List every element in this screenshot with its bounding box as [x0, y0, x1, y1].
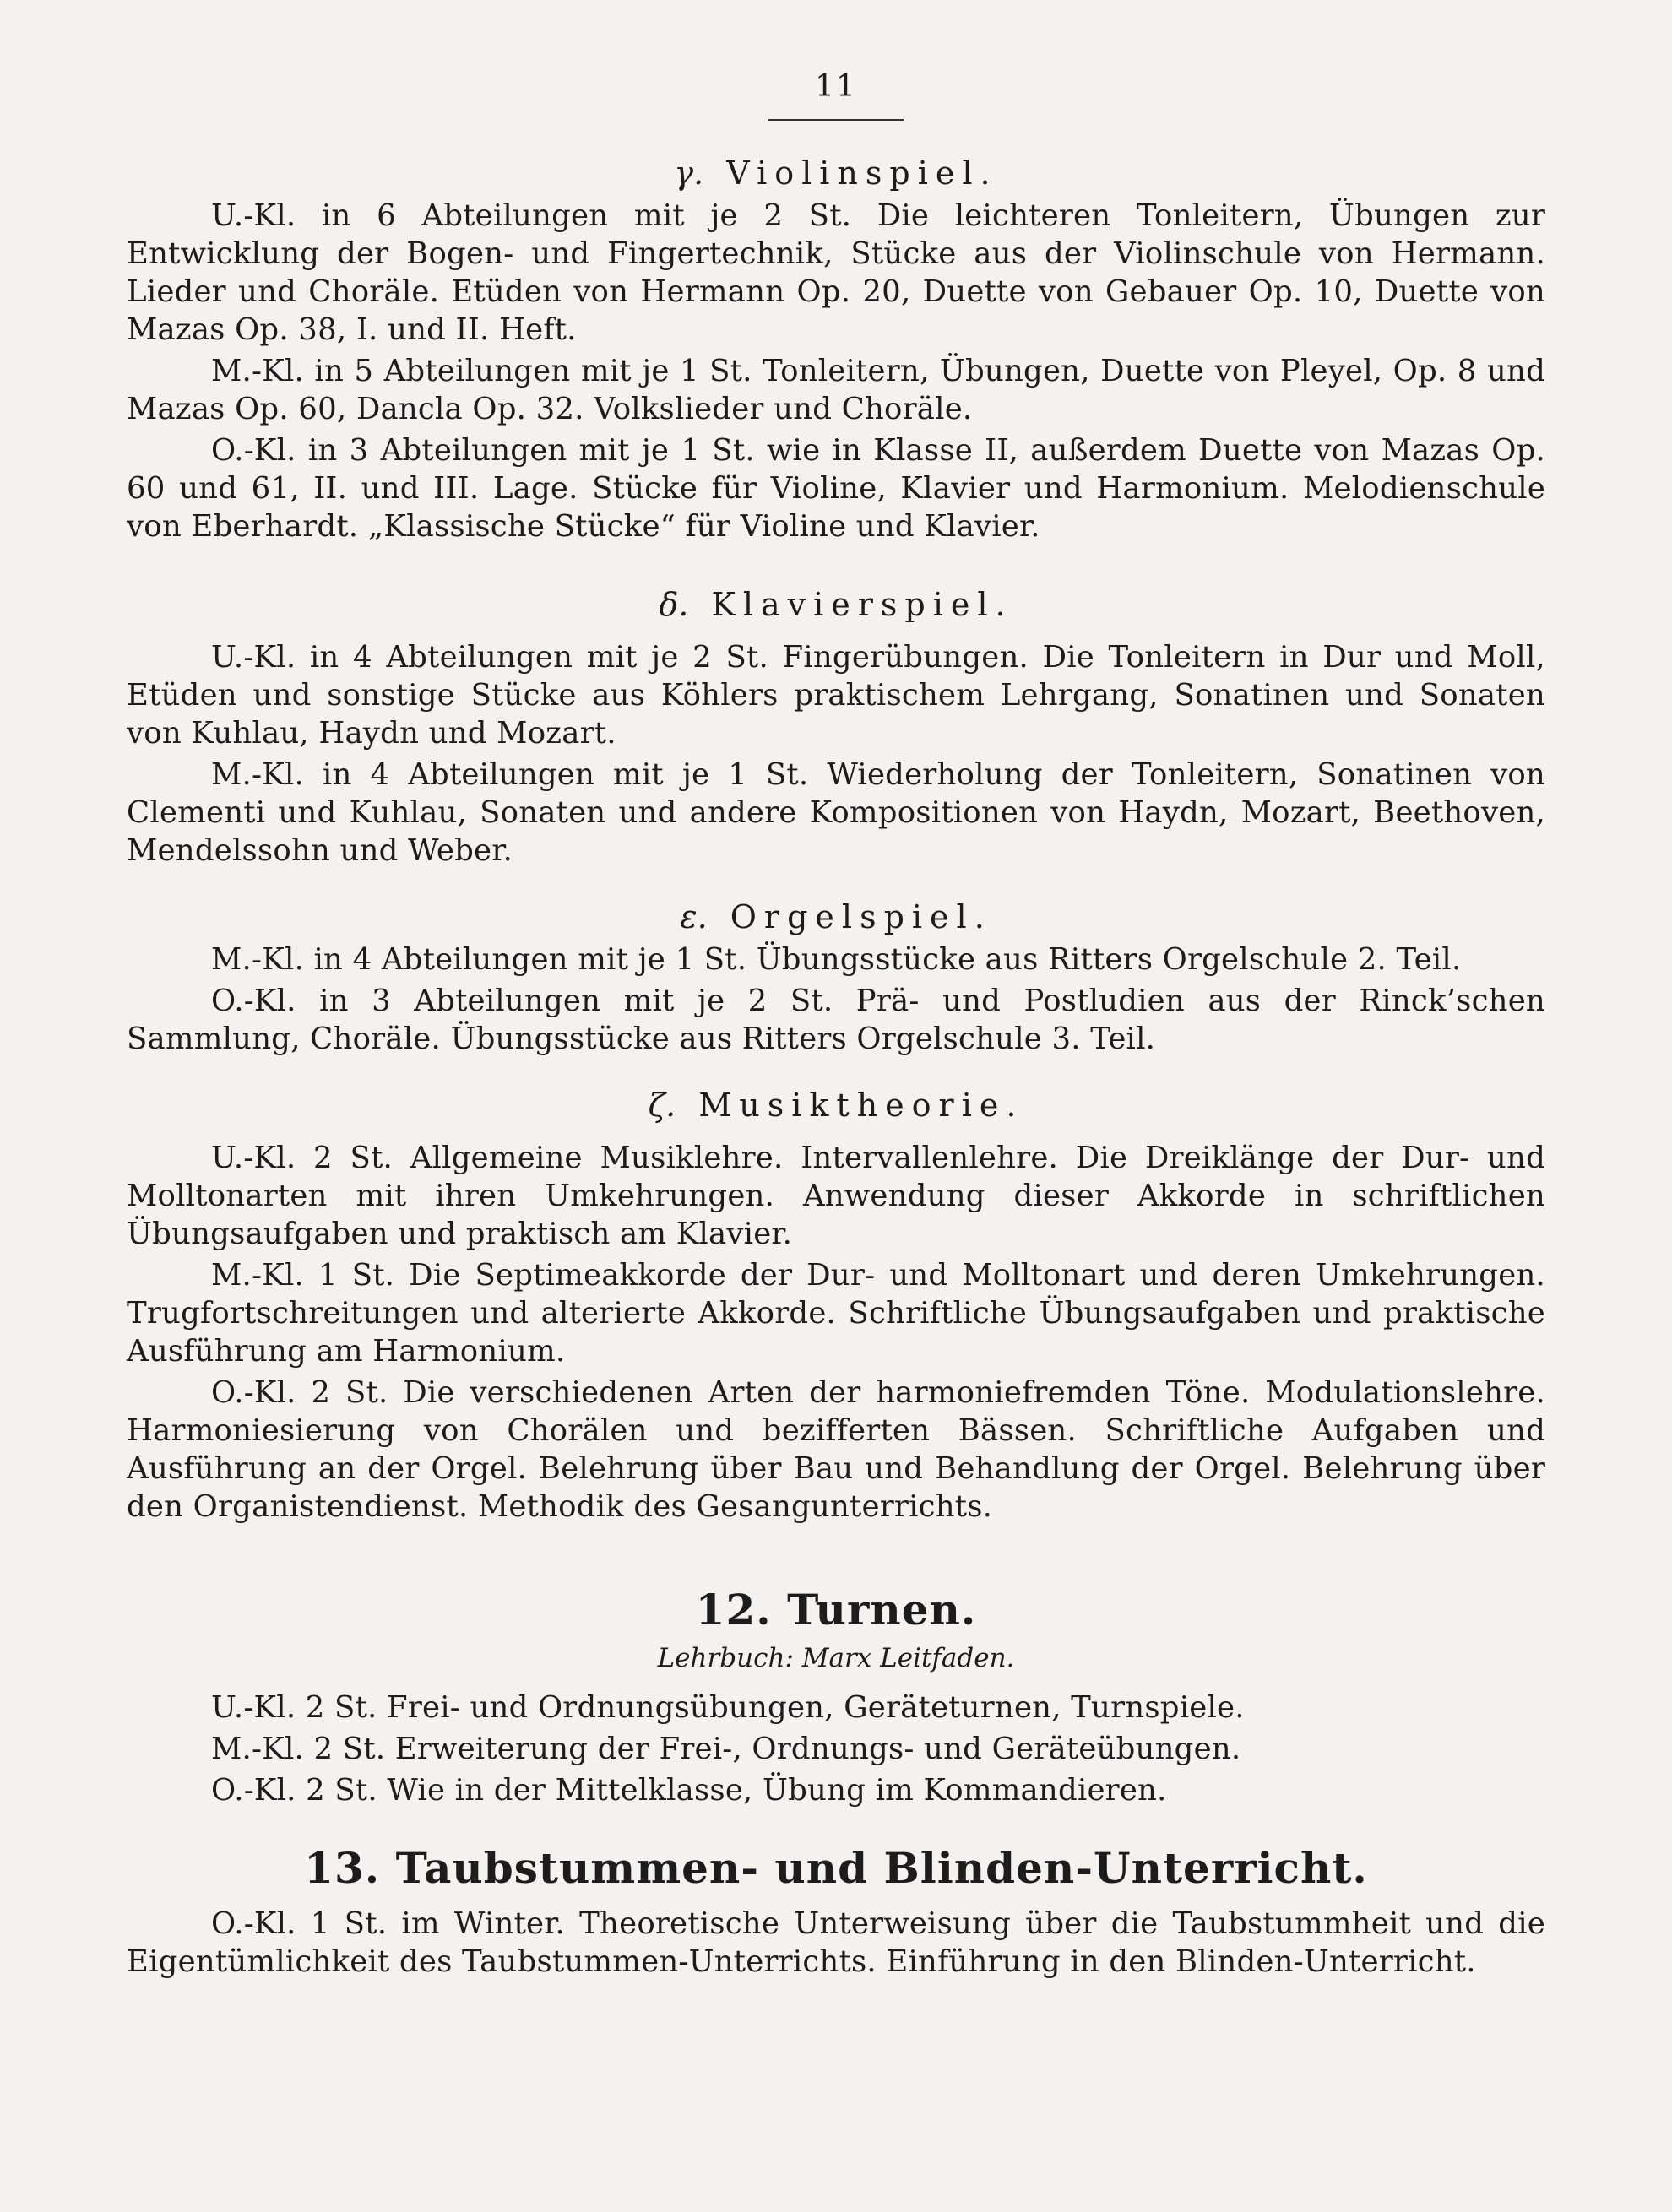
section-title: Klavierspiel.: [711, 586, 1013, 623]
section-title: Musiktheorie.: [698, 1087, 1024, 1124]
section-heading-organ: [127, 898, 1545, 935]
paragraph: O.-Kl. 2 St. Wie in der Mittelklasse, Übung im Kommandieren.: [211, 1773, 1167, 1808]
paragraph: U.-Kl. 2 St. Frei- und Ordnungsübungen, Geräteturnen, Turnspiele.: [211, 1690, 1245, 1725]
paragraph: O.-Kl. 2 St. Die verschiedenen Arten der harmoniefremden Töne. Modulationslehre. Harmoniesierung von Chorälen und bezifferten Bässen. Schriftliche Aufgaben und Ausführung an der Orgel. Belehrung über Bau und Behandlung der Orgel. Belehrung über den Organistendienst. Methodik des Gesangunterrichts.: [127, 1375, 1545, 1524]
section-heading-violin: [127, 155, 1545, 192]
section-letter: γ.: [674, 155, 704, 192]
section-letter: δ.: [659, 586, 689, 623]
paragraph: U.-Kl. in 4 Abteilungen mit je 2 St. Fingerübungen. Die Tonleitern in Dur und Moll, Etüden und sonstige Stücke aus Köhlers praktischem Lehrgang, Sonatinen und Sonaten von Kuhlau, Haydn und Mozart.: [127, 640, 1545, 751]
section-title: Violinspiel.: [726, 155, 998, 192]
textbook-note: Lehrbuch: Marx Leitfaden.: [657, 1643, 1015, 1673]
section-letter: ε.: [680, 898, 708, 935]
section-heading-piano: [127, 586, 1545, 623]
paragraph: M.-Kl. in 4 Abteilungen mit je 1 St. Übungsstücke aus Ritters Orgelschule 2. Teil.: [211, 942, 1462, 977]
paragraph: O.-Kl. in 3 Abteilungen mit je 2 St. Prä- und Postludien aus der Rinck’schen Sammlung, Choräle. Übungsstücke aus Ritters Orgelschule 3. Teil.: [127, 984, 1545, 1056]
page-number: 11: [815, 69, 857, 104]
chapter-heading-turnen: 12. Turnen.: [695, 1585, 977, 1635]
paragraph: O.-Kl. in 3 Abteilungen mit je 1 St. wie in Klasse II, außerdem Duette von Mazas Op. 60 und 61, II. und III. Lage. Stücke für Violine, Klavier und Harmonium. Melodienschule von Eberhardt. „Klassische Stücke“ für Violine und Klavier.: [127, 433, 1545, 544]
paragraph: O.-Kl. 1 St. im Winter. Theoretische Unterweisung über die Taubstummheit und die Eigentümlichkeit des Taubstummen-Unterrichts. Einführung in den Blinden-Unterricht.: [127, 1906, 1545, 1979]
paragraph: M.-Kl. 2 St. Erweiterung der Frei-, Ordnungs- und Geräteübungen.: [211, 1732, 1241, 1766]
page-number-rule: [768, 119, 904, 121]
section-title: Orgelspiel.: [730, 898, 992, 935]
paragraph: M.-Kl. in 4 Abteilungen mit je 1 St. Wiederholung der Tonleitern, Sonatinen von Clementi und Kuhlau, Sonaten und andere Kompositionen von Haydn, Mozart, Beethoven, Mendelssohn und Weber.: [127, 757, 1545, 868]
paragraph: M.-Kl. 1 St. Die Septimeakkorde der Dur- und Molltonart und deren Umkehrungen. Trugfortschreitungen und alterierte Akkorde. Schriftliche Übungsaufgaben und praktische Ausführung am Harmonium.: [127, 1258, 1545, 1369]
section-heading-theory: [127, 1087, 1545, 1124]
paragraph: U.-Kl. 2 St. Allgemeine Musiklehre. Intervallenlehre. Die Dreiklänge der Dur- und Molltonarten mit ihren Umkehrungen. Anwendung dieser Akkorde in schriftlichen Übungsaufgaben und praktisch am Klavier.: [127, 1141, 1545, 1251]
section-letter: ζ.: [648, 1087, 676, 1124]
paragraph: U.-Kl. in 6 Abteilungen mit je 2 St. Die leichteren Tonleitern, Übungen zur Entwicklung der Bogen- und Fingertechnik, Stücke aus der Violinschule von Hermann. Lieder und Choräle. Etüden von Hermann Op. 20, Duette von Gebauer Op. 10, Duette von Mazas Op. 38, I. und II. Heft.: [127, 198, 1545, 347]
paragraph: M.-Kl. in 5 Abteilungen mit je 1 St. Tonleitern, Übungen, Duette von Pleyel, Op. 8 und Mazas Op. 60, Dancla Op. 32. Volkslieder und Choräle.: [127, 354, 1545, 426]
chapter-heading-deaf-blind: 13. Taubstummen- und Blinden-Unterricht.: [304, 1843, 1368, 1893]
